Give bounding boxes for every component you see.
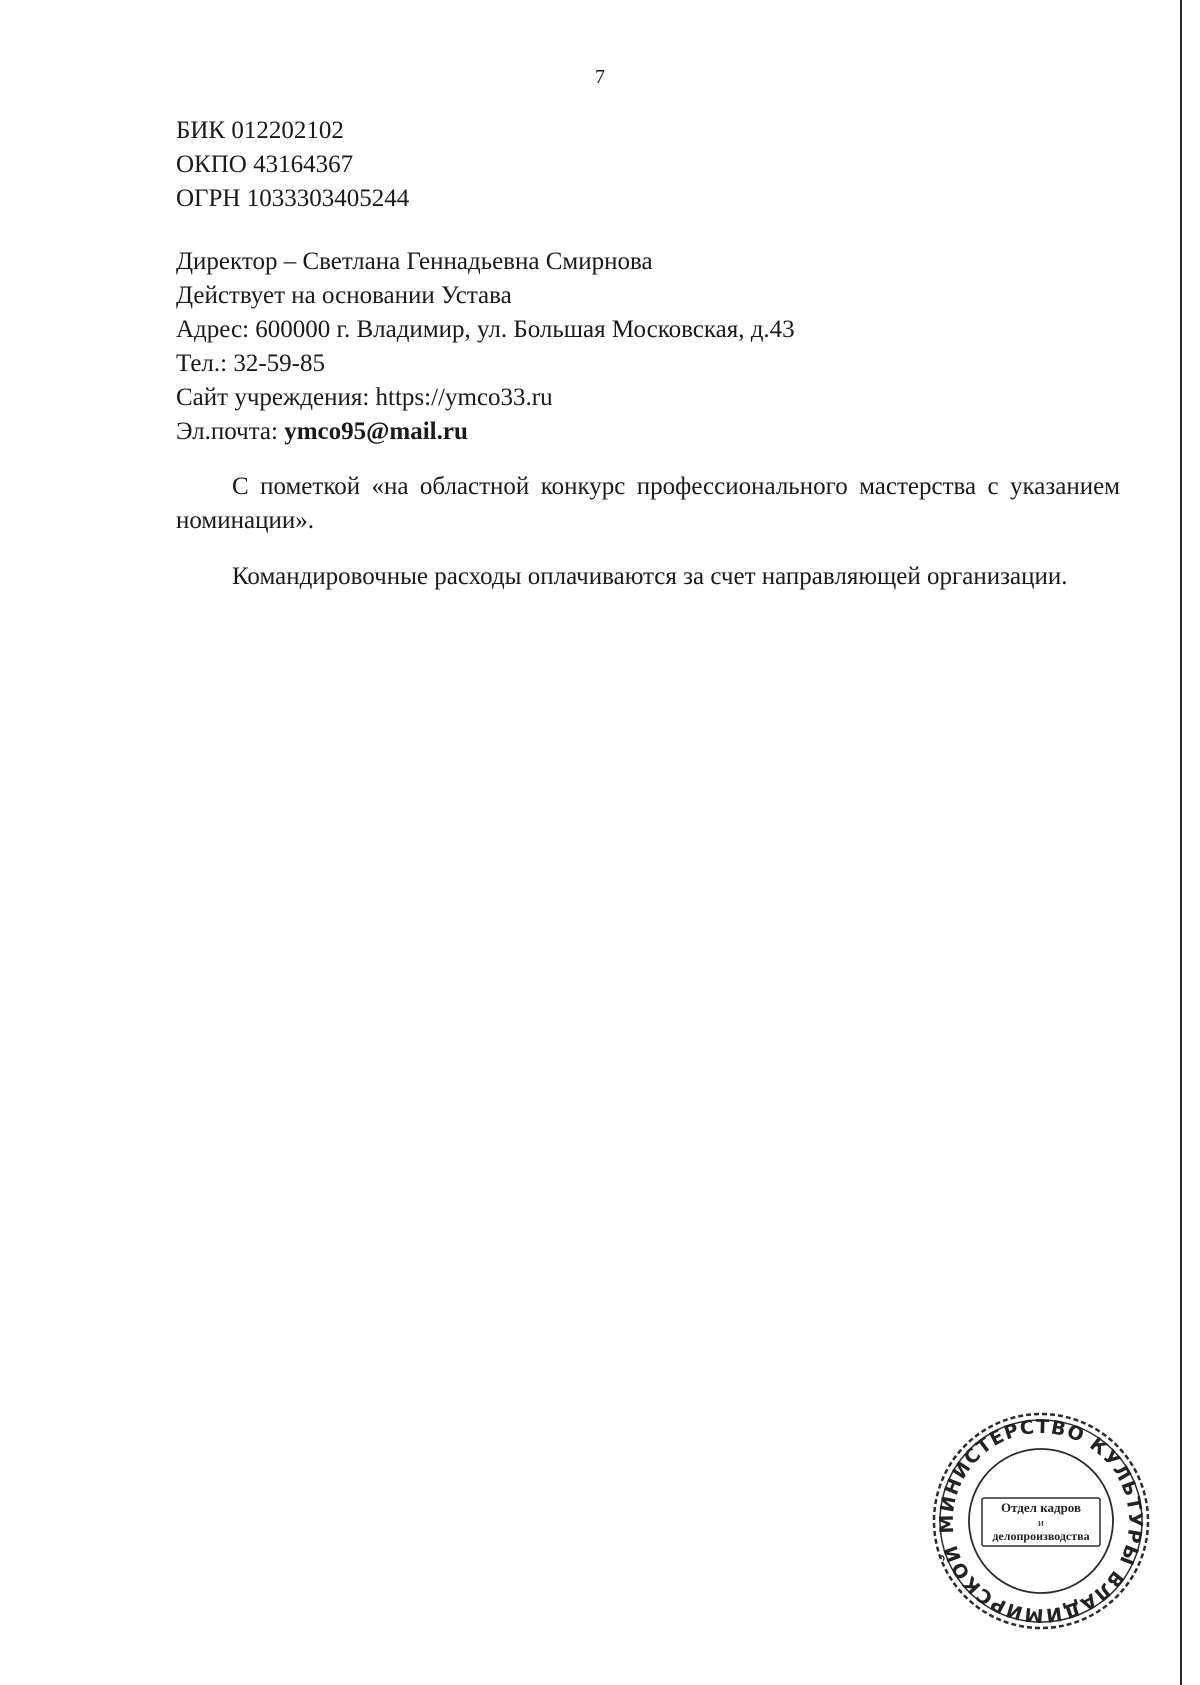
email-value: ymco95@mail.ru — [284, 418, 468, 445]
email-line — [176, 415, 795, 449]
address-line: Адрес: 600000 г. Владимир, ул. Большая Московская, д.43 — [176, 316, 795, 343]
okpo-line: ОКПО 43164367 — [176, 151, 354, 178]
email-label: Эл.почта: — [176, 418, 285, 445]
phone-line: Тел.: 32-59-85 — [176, 350, 325, 377]
basis-line: Действует на основании Устава — [176, 282, 512, 309]
page-number: 7 — [595, 66, 605, 88]
director-line: Директор – Светлана Геннадьевна Смирнова — [176, 248, 653, 275]
stamp-line-3: делопроизводства — [992, 1529, 1090, 1543]
ogrn-line: ОГРН 1033303405244 — [176, 185, 410, 212]
stamp-line-1: Отдел кадров — [1000, 1500, 1082, 1515]
contacts-block — [176, 245, 795, 449]
requisites-block — [176, 114, 409, 216]
stamp-line-2: и — [1038, 1517, 1044, 1529]
travel-expenses-paragraph: Командировочные расходы оплачиваются за счет направляющей организации. — [232, 563, 1068, 590]
scan-edge-line — [1180, 0, 1182, 1685]
official-stamp — [930, 1410, 1152, 1632]
bik-line: БИК 012202102 — [176, 117, 344, 144]
stamp-ring-text: МИНИСТЕРСТВО КУЛЬТУРЫ ВЛАДИМИРСКОЙ — [935, 1415, 1147, 1627]
website-line: Сайт учреждения: https://ymco33.ru — [176, 384, 553, 411]
note-paragraph: С пометкой «на областной конкурс профессионального мастерства с указанием номинации». — [176, 473, 1120, 534]
